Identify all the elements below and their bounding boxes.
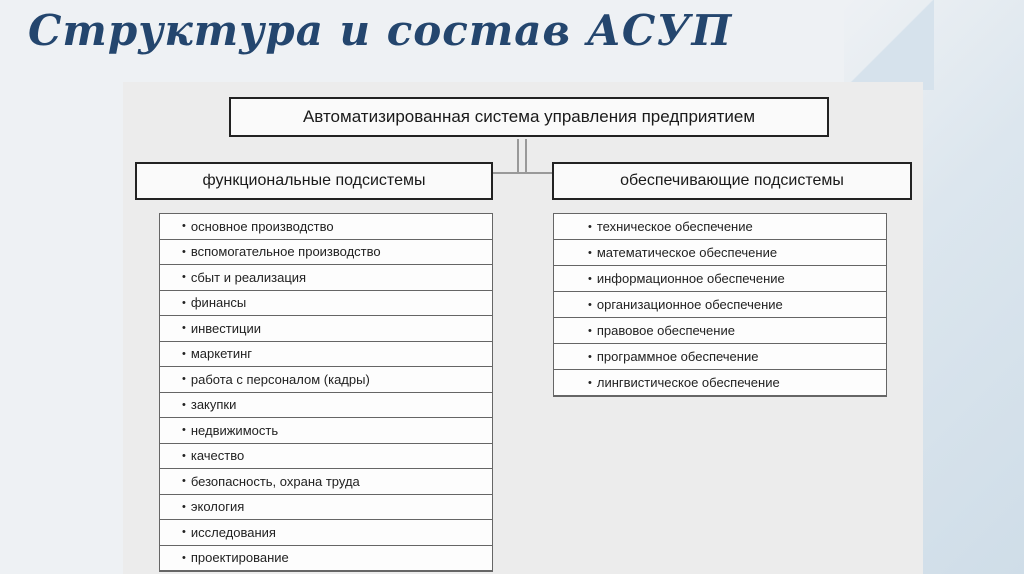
list-item: • организационное обеспечение [554,292,886,318]
background-decoration-triangle [844,0,934,90]
list-item: • математическое обеспечение [554,240,886,266]
list-item: • инвестиции [160,316,492,342]
functional-subsystems-list [159,213,493,572]
list-item: • программное обеспечение [554,344,886,370]
list-item: • закупки [160,393,492,419]
diagram-canvas [123,82,923,574]
support-subsystems-node: обеспечивающие подсистемы [552,162,912,200]
connector-root-down-2 [525,139,527,173]
list-item: • лингвистическое обеспечение [554,370,886,396]
list-item: • сбыт и реализация [160,265,492,291]
list-item: • безопасность, охрана труда [160,469,492,495]
list-item: • правовое обеспечение [554,318,886,344]
list-item: • маркетинг [160,342,492,368]
connector-horizontal [493,172,553,174]
list-item: • основное производство [160,214,492,240]
list-item: • качество [160,444,492,470]
root-node: Автоматизированная система управления предприятием [229,97,829,137]
list-item: • экология [160,495,492,521]
list-item: • исследования [160,520,492,546]
list-item: • информационное обеспечение [554,266,886,292]
list-item: • вспомогательное производство [160,240,492,266]
support-subsystems-list [553,213,887,397]
list-item: • работа с персоналом (кадры) [160,367,492,393]
list-item: • финансы [160,291,492,317]
list-item: • техническое обеспечение [554,214,886,240]
list-item: • проектирование [160,546,492,572]
functional-subsystems-node: функциональные подсистемы [135,162,493,200]
list-item: • недвижимость [160,418,492,444]
connector-root-down [517,139,519,173]
slide-title: Структура и состав АСУП [28,6,733,55]
